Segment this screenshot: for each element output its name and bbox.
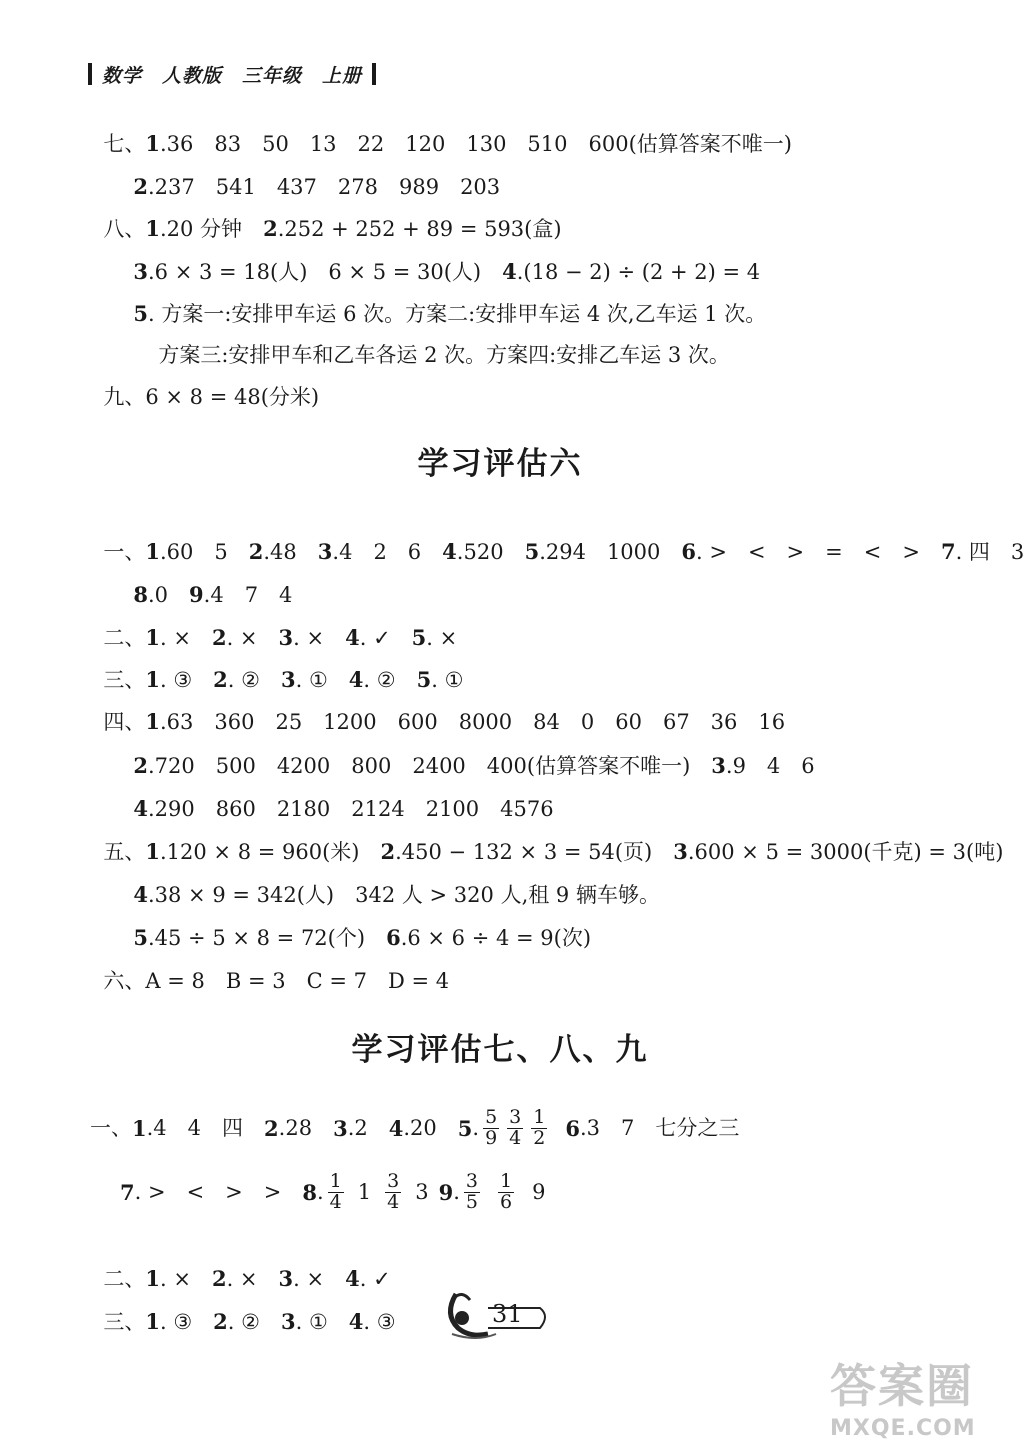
watermark-url: MXQE.COM [830,1416,976,1441]
answer-line: 2.237 541 437 278 989 203 [133,174,501,199]
answer-line: 七、1.36 83 50 13 22 120 130 510 600(估算答案不唯一) [103,131,792,156]
fraction: $\frac{3}{4}$ [509,1106,522,1149]
fraction: $\frac{1}{4}$ [329,1170,342,1213]
fraction: $\frac{1}{2}$ [533,1106,546,1149]
fraction: $\frac{5}{9}$ [485,1106,498,1149]
answer-line: 3.6 × 3 = 18(人) 6 × 5 = 30(人) 4.(18 − 2) ÷ (2 + 2) = 4 [133,259,761,284]
section-title: 学习评估六 [417,446,583,482]
fraction: $\frac{3}{5}$ [465,1170,479,1213]
header-bar-right [372,63,376,85]
answer-line: 三、1. ③ 2. ② 3. ① 4. ③ [103,1309,396,1334]
page-number: 31 [492,1300,523,1328]
answer-line: 一、 1 .4 4 四 2 .28 3 .2 4 .20 5 . $\frac{5}{9}$ $\frac{3}{4}$ $\frac{1}{2}$ 6 .3 7 七分之三 [90,1106,740,1149]
fraction: $\frac{3}{4}$ [387,1170,400,1213]
answer-line: 5. 方案一:安排甲车运 6 次。方案二:安排甲车运 4 次,乙车运 1 次。 [133,301,767,326]
watermark-logo: 答案圈 [830,1359,974,1413]
answer-line: 三、1. ③ 2. ② 3. ① 4. ② 5. ① [103,667,464,692]
answer-line: 八、1.20 分钟 2.252 + 252 + 89 = 593(盒) [103,216,562,241]
section-title: 学习评估七、八、九 [351,1032,649,1068]
watermark [830,1350,976,1441]
answer-line: 九、6 × 8 = 48(分米) [103,385,320,409]
answer-line: 二、1. × 2. × 3. × 4. ✓ 5. × [103,625,458,650]
answer-line: 5.45 ÷ 5 × 8 = 72(个) 6.6 × 6 ÷ 4 = 9(次) [133,925,592,950]
answer-line: 4.290 860 2180 2124 2100 4576 [133,796,554,821]
answer-line: 方案三:安排甲车和乙车各运 2 次。方案四:安排乙车运 3 次。 [158,343,730,367]
header-text: 数学 人教版 三年级 上册 [102,64,363,87]
fraction: $\frac{1}{6}$ [500,1170,513,1213]
answer-line: 4.38 × 9 = 342(人) 342 人 > 320 人,租 9 辆车够。 [133,882,660,907]
answer-line: 五、1.120 × 8 = 960(米) 2.450 − 132 × 3 = 54(页) 3.600 × 5 = 3000(千克) = 3(吨) [103,839,1004,864]
answer-line: 六、A = 8 B = 3 C = 7 D = 4 [103,969,450,993]
header-bar-left [88,63,92,85]
answer-line: 7 . > < > > 8 . $\frac{1}{4}$ 1 $\frac{3}{4}$ 3 9 . $\frac{3}{5}$ $\frac{1}{6}$ 9 [120,1170,546,1213]
page-header [88,58,376,90]
answer-line: 2.720 500 4200 800 2400 400(估算答案不唯一) 3.9 4 6 [133,753,815,778]
answer-line: 8.0 9.4 7 4 [133,582,293,607]
answer-line: 一、1.60 5 2.48 3.4 2 6 4.520 5.294 1000 6. > < > = < > 7. 四 3 [103,539,1024,564]
answer-line: 二、1. × 2. × 3. × 4. ✓ [103,1266,391,1291]
answer-line: 四、1.63 360 25 1200 600 8000 84 0 60 67 36 16 [103,709,786,734]
